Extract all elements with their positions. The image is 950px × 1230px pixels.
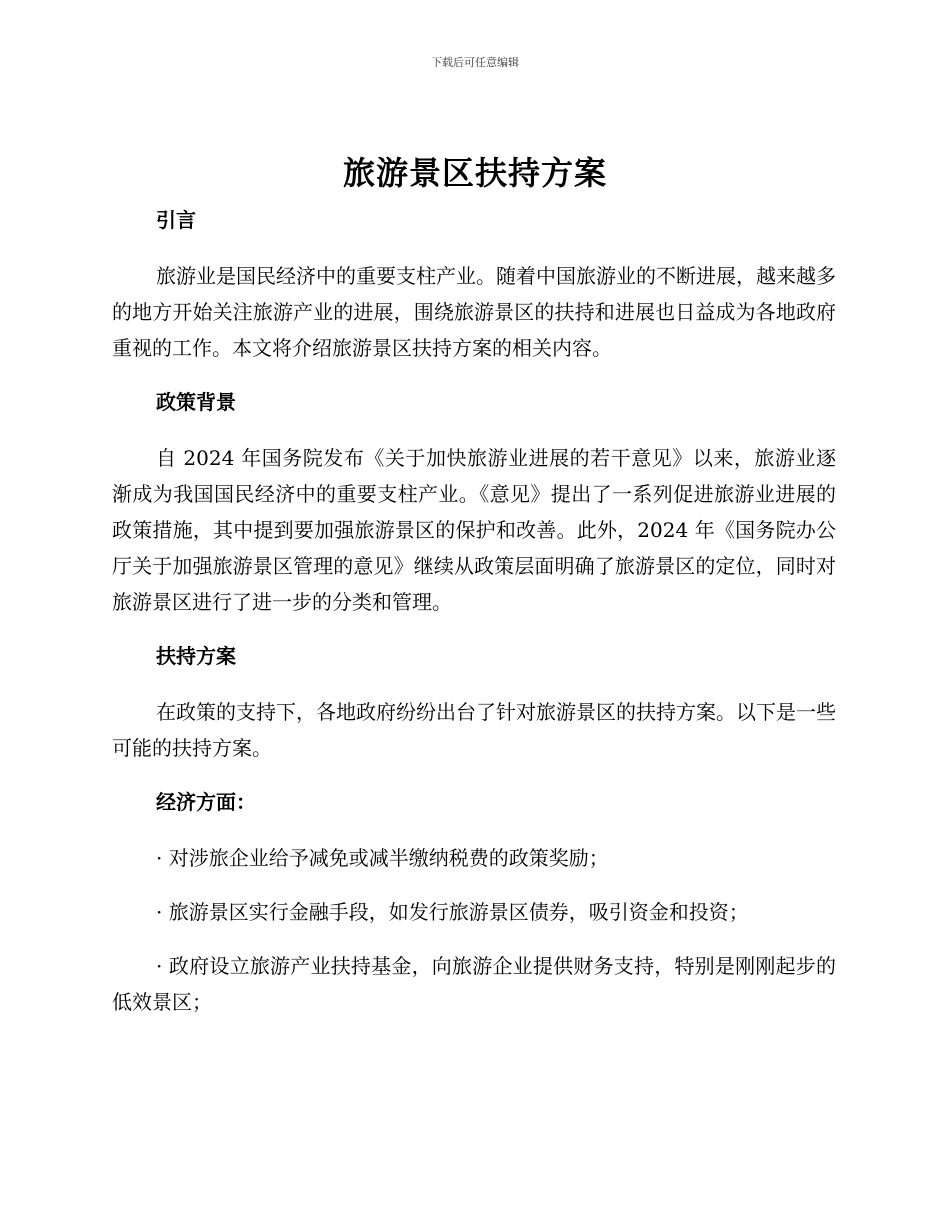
section-text-support: 在政策的支持下，各地政府纷纷出台了针对旅游景区的扶持方案。以下是一些可能的扶持方案。 (112, 700, 836, 760)
list-item: · 对涉旅企业给予减免或减半缴纳税费的政策奖励； (156, 846, 609, 870)
section-heading-economic: 经济方面： (156, 790, 256, 814)
list-item: · 政府设立旅游产业扶持基金，向旅游企业提供财务支持，特别是刚刚起步的低效景区； (112, 954, 836, 1014)
document-title: 旅游景区扶持方案 (342, 154, 607, 192)
section-heading-support: 扶持方案 (156, 644, 236, 668)
header-note: 下载后可任意编辑 (431, 56, 519, 69)
section-heading-intro: 引言 (156, 208, 196, 232)
list-item: · 旅游景区实行金融手段，如发行旅游景区债券，吸引资金和投资； (156, 900, 749, 924)
section-text-policy: 自 2024 年国务院发布《关于加快旅游业进展的若干意见》以来，旅游业逐渐成为我国国民经济中的重要支柱产业。《意见》提出了一系列促进旅游业进展的政策措施，其中提到要加强旅游景区的保护和改善。此外，2024 年《国务院办公厅关于加强旅游景区管理的意见》继续从政策层面明确了旅游景区的定位，同时对旅游景区进行了进一步的分类和管理。 (112, 446, 836, 614)
section-text-intro: 旅游业是国民经济中的重要支柱产业。随着中国旅游业的不断进展，越来越多的地方开始关注旅游产业的进展，围绕旅游景区的扶持和进展也日益成为各地政府重视的工作。本文将介绍旅游景区扶持方案的相关内容。 (112, 264, 836, 360)
document-body (112, 202, 836, 1020)
section-heading-policy: 政策背景 (156, 390, 236, 414)
